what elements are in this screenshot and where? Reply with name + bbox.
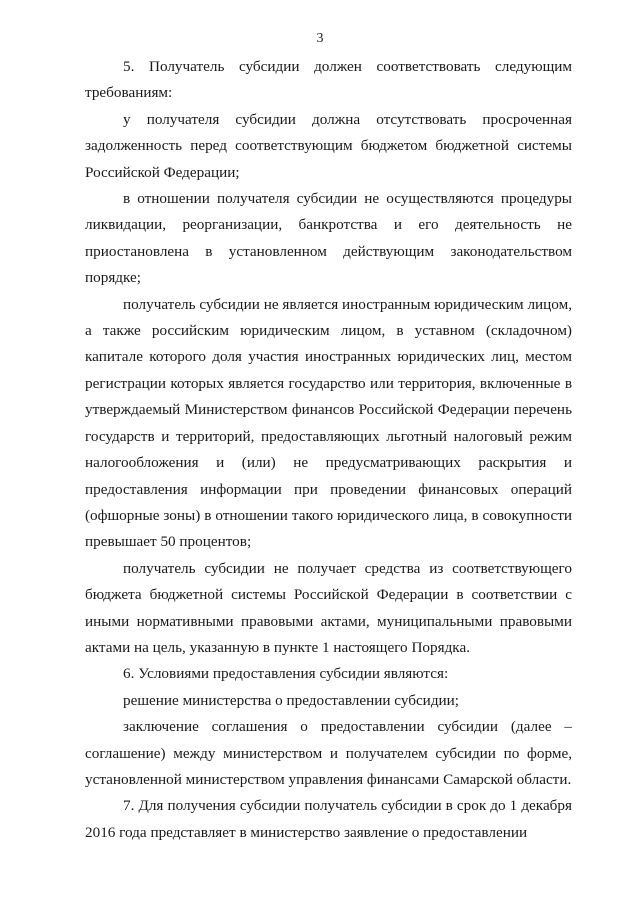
paragraph-ministry-decision: решение министерства о предоставлении субсидии; [123, 691, 460, 709]
paragraph-no-debt: у получателя субсидии должна отсутствовать просроченная задолженность перед соответствующим бюджетом бюджетной системы Российской Федерации; [85, 110, 572, 181]
paragraph-7-application: 7. Для получения субсидии получатель субсидии в срок до 1 декабря 2016 года представляет в министерство заявление о предоставлении [85, 797, 572, 841]
page-number: 3 [316, 31, 324, 46]
document-body [85, 54, 572, 846]
paragraph-no-other-funds: получатель субсидии не получает средства из соответствующего бюджета бюджетной системы Российской Федерации в соответствии с иными нормативными правовыми актами, муниципальными правовыми актами на цель, указанную в пункте 1 настоящего Порядка. [85, 559, 572, 656]
paragraph-no-liquidation: в отношении получателя субсидии не осуществляются процедуры ликвидации, реорганизации, банкротства и его деятельность не приостановлена в установленном действующим законодательством порядке; [85, 190, 572, 287]
paragraph-not-foreign: получатель субсидии не является иностранным юридическим лицом, а также российским юридическим лицом, в уставном (складочном) капитале которого доля участия иностранных юридических лиц, местом регистрации которых является государство или территория, включенные в утверждаемый Министерством финансов Российской Федерации перечень государств и территорий, предоставляющих льготный налоговый режим налогообложения и (или) не предусматривающих раскрытия и предоставления информации при проведении финансовых операций (офшорные зоны) в отношении такого юридического лица, в совокупности превышает 50 процентов; [85, 295, 572, 551]
paragraph-agreement: заключение соглашения о предоставлении субсидии (далее – соглашение) между министерством и получателем субсидии по форме, установленной министерством управления финансами Самарской области. [85, 718, 572, 788]
paragraph-6-conditions: 6. Условиями предоставления субсидии являются: [123, 665, 449, 683]
paragraph-5-requirements: 5. Получатель субсидии должен соответствовать следующим требованиям: [85, 58, 572, 102]
